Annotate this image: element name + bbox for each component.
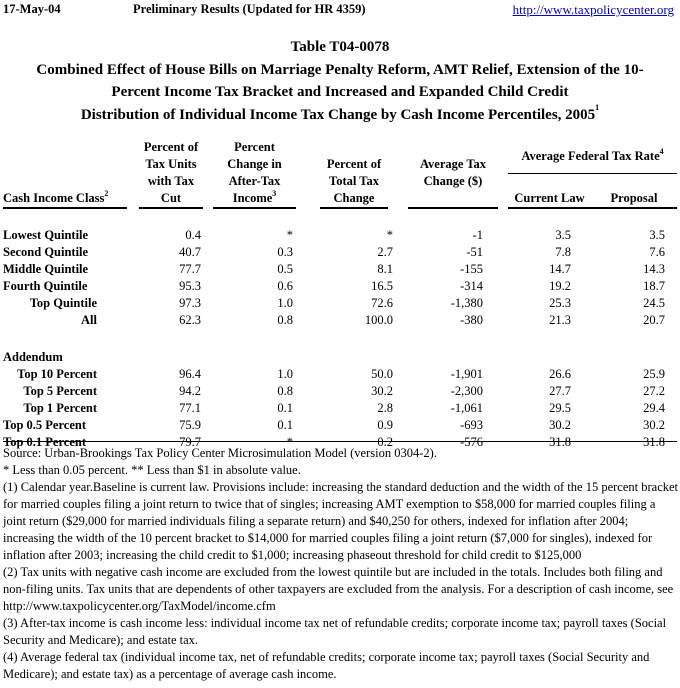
row-label: Top 0.5 Percent bbox=[3, 418, 86, 432]
table-id: Table T04-0078 bbox=[290, 39, 390, 55]
cell-value: 40.7 bbox=[179, 245, 201, 259]
cell-value: 0.8 bbox=[277, 384, 293, 398]
title-line-1: Combined Effect of House Bills on Marriage Penalty Reform, AMT Relief, Extension of the 10- bbox=[36, 61, 644, 78]
cell-value: 20.7 bbox=[643, 313, 665, 327]
cell-value: 31.8 bbox=[643, 435, 665, 449]
report-date: 17-May-04 bbox=[3, 2, 61, 16]
col-header-current-law: Current Law bbox=[503, 174, 591, 209]
cell-value: 27.7 bbox=[549, 384, 571, 398]
cell-value: 30.2 bbox=[549, 418, 571, 432]
cell-value: 0.8 bbox=[277, 313, 293, 327]
row-label: Top 0.1 Percent bbox=[3, 435, 86, 449]
cell-value: 19.2 bbox=[549, 279, 571, 293]
status-text: Preliminary Results (Updated for HR 4359) bbox=[133, 2, 366, 16]
row-label: Fourth Quintile bbox=[3, 279, 88, 293]
title-block bbox=[0, 36, 680, 126]
col-header-avg-rate: Average Federal Tax Rate$^4$ bbox=[503, 139, 677, 174]
cell-value: 0.4 bbox=[185, 228, 201, 242]
cell-value: -314 bbox=[460, 279, 483, 293]
table-row bbox=[3, 278, 677, 295]
row-label: Middle Quintile bbox=[3, 262, 89, 276]
cell-value: 95.3 bbox=[179, 279, 201, 293]
website-link[interactable]: http://www.taxpolicycenter.org bbox=[512, 2, 674, 17]
cell-value: 72.6 bbox=[371, 296, 393, 310]
cell-value: 3.5 bbox=[649, 228, 665, 242]
cell-value: -155 bbox=[460, 262, 483, 276]
cell-value: -51 bbox=[466, 245, 483, 259]
footnote-ref: 1 bbox=[595, 102, 600, 112]
cell-value: 75.9 bbox=[179, 418, 201, 432]
cell-value: 26.6 bbox=[549, 367, 571, 381]
cell-value: -576 bbox=[460, 435, 483, 449]
table-row bbox=[3, 295, 677, 312]
row-label: Lowest Quintile bbox=[3, 228, 89, 242]
table-row bbox=[3, 400, 677, 417]
note-2: (2) Tax units with negative cash income are excluded from the lowest quintile but are included in the totals. Includes both filing and non-filing units. Tax units that are dependents of other taxpayers are excluded from the analysis. For a description of cash income, see http://www.taxpolicycenter.org/TaxModel/income.cfm bbox=[3, 565, 674, 613]
cell-value: 7.6 bbox=[649, 245, 665, 259]
note-source: Source: Urban-Brookings Tax Policy Center Microsimulation Model (version 0304-2). bbox=[3, 446, 437, 460]
cell-value: 27.2 bbox=[643, 384, 665, 398]
cell-value: 0.3 bbox=[277, 245, 293, 259]
cell-value: 79.7 bbox=[179, 435, 201, 449]
col-header-avg-change: Average Tax Change ($) bbox=[398, 139, 503, 208]
title-line-2: Percent Income Tax Bracket and Increased and Expanded Child Credit bbox=[111, 84, 569, 100]
cell-value: -1,901 bbox=[450, 367, 483, 381]
note-1: (1) Calendar year.Baseline is current law. Provisions include: increasing the standard deduction and the width of the 15 percent bracket for married couples filing a joint return to twice that of singles; increasing AMT exemption to $58,000 for married couples filing a joint return ($29,000 for married individuals filing a separate return) and $40,250 for others, indexed for inflation after 2004; increasing the width of the 10 percent bracket to $14,000 for married couples filing a joint return ($7,000 for singles), indexed for inflation after 2003; increasing the child credit to $1,000; increasing phaseout threshold for child credit to $125,000 bbox=[3, 480, 679, 562]
cell-value: 21.3 bbox=[549, 313, 571, 327]
row-label: Top Quintile bbox=[29, 296, 97, 310]
cell-value: 3.5 bbox=[555, 228, 571, 242]
table-row bbox=[3, 417, 677, 434]
cell-value: 96.4 bbox=[179, 367, 201, 381]
cell-value: 77.1 bbox=[179, 401, 201, 415]
table-row bbox=[3, 383, 677, 400]
spacer bbox=[3, 208, 677, 227]
subtitle bbox=[0, 104, 680, 127]
cell-value: 97.3 bbox=[179, 296, 201, 310]
cell-value: 14.7 bbox=[549, 262, 571, 276]
row-label: Top 10 Percent bbox=[17, 367, 97, 381]
cell-value: 24.5 bbox=[643, 296, 665, 310]
cell-value: 2.8 bbox=[377, 401, 393, 415]
cell-value: 18.7 bbox=[643, 279, 665, 293]
note-3: (3) After-tax income is cash income less: individual income tax net of refundable credits; corporate income tax; payroll taxes (Social Security and Medicare); and estate tax. bbox=[3, 616, 667, 647]
cell-value: 31.8 bbox=[549, 435, 571, 449]
row-label: All bbox=[81, 313, 97, 327]
col-header-pct-cut: Percent of Tax Units with Tax Cut bbox=[133, 139, 208, 208]
cell-value: 0.2 bbox=[377, 435, 393, 449]
cell-value: 1.0 bbox=[277, 367, 293, 381]
footnotes bbox=[3, 445, 679, 683]
cell-value: * bbox=[386, 228, 393, 242]
row-label: Top 5 Percent bbox=[23, 384, 97, 398]
cell-value: 25.9 bbox=[643, 367, 665, 381]
cell-value: 0.1 bbox=[277, 418, 293, 432]
table-bottom-rule bbox=[3, 441, 677, 442]
cell-value: 14.3 bbox=[643, 262, 665, 276]
cell-value: * bbox=[286, 228, 293, 242]
row-label: Top 1 Percent bbox=[23, 401, 97, 415]
cell-value: 29.5 bbox=[549, 401, 571, 415]
col-header-proposal: Proposal bbox=[591, 174, 677, 209]
cell-value: 30.2 bbox=[371, 384, 393, 398]
row-label: Second Quintile bbox=[3, 245, 89, 259]
cell-value: 0.5 bbox=[277, 262, 293, 276]
cell-value: 50.0 bbox=[371, 367, 393, 381]
cell-value: 8.1 bbox=[377, 262, 393, 276]
cell-value: -380 bbox=[460, 313, 483, 327]
cell-value: -693 bbox=[460, 418, 483, 432]
cell-value: 29.4 bbox=[643, 401, 665, 415]
cell-value: 0.1 bbox=[277, 401, 293, 415]
cell-value: 77.7 bbox=[179, 262, 201, 276]
note-4: (4) Average federal tax (individual income tax, net of refundable credits; corporate income tax; payroll taxes (Social Security and Medicare); and estate tax) as a percentage of average cash income. bbox=[3, 650, 650, 681]
table-row bbox=[3, 312, 677, 329]
table-row bbox=[3, 227, 677, 244]
cell-value: -2,300 bbox=[450, 384, 483, 398]
cell-value: 0.6 bbox=[277, 279, 293, 293]
cell-value: 0.9 bbox=[377, 418, 393, 432]
cell-value: -1 bbox=[472, 228, 483, 242]
cell-value: * bbox=[286, 435, 293, 449]
cell-value: 100.0 bbox=[364, 313, 393, 327]
table-row bbox=[3, 244, 677, 261]
cell-value: 94.2 bbox=[179, 384, 201, 398]
addendum-label: Addendum bbox=[3, 350, 63, 364]
cell-value: 16.5 bbox=[371, 279, 393, 293]
cell-value: 7.8 bbox=[555, 245, 571, 259]
table-row bbox=[3, 366, 677, 383]
cell-value: -1,380 bbox=[450, 296, 483, 310]
cell-value: -1,061 bbox=[450, 401, 483, 415]
col-header-class: Cash Income Class$^2$ bbox=[3, 139, 133, 208]
page-header bbox=[3, 2, 674, 18]
col-header-pct-change: Percent Change in After-Tax Income$^3$ bbox=[208, 139, 308, 208]
cell-value: 30.2 bbox=[643, 418, 665, 432]
subtitle-text: Distribution of Individual Income Tax Change by Cash Income Percentiles, 2005 bbox=[80, 106, 596, 123]
cell-value: 25.3 bbox=[549, 296, 571, 310]
distribution-table bbox=[3, 139, 677, 451]
cell-value: 2.7 bbox=[377, 245, 393, 259]
note-symbols: * Less than 0.05 percent. ** Less than $1 in absolute value. bbox=[3, 463, 301, 477]
cell-value: 1.0 bbox=[277, 296, 293, 310]
cell-value: 62.3 bbox=[179, 313, 201, 327]
table-row bbox=[3, 261, 677, 278]
col-header-pct-total: Percent of Total Tax Change bbox=[308, 139, 398, 208]
spacer bbox=[3, 329, 677, 349]
